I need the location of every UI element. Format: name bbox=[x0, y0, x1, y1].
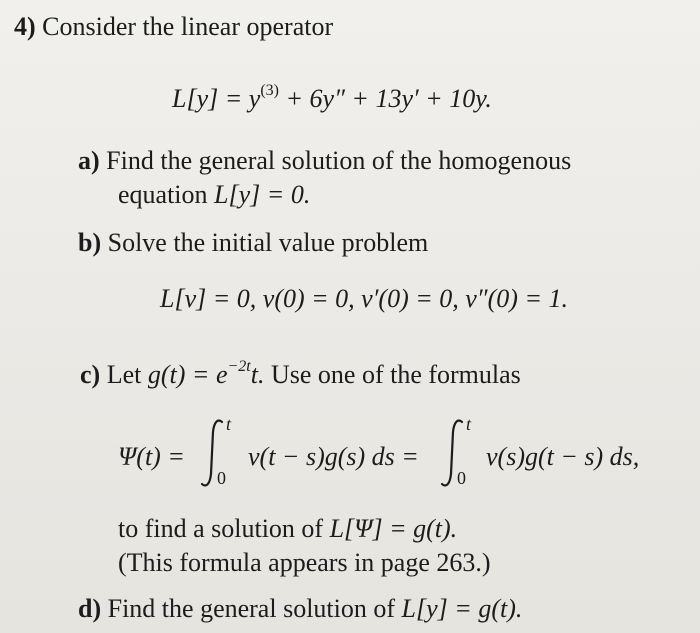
g-def-rhs: t. bbox=[250, 360, 265, 389]
integrand-1: v(t − s)g(s) ds = bbox=[248, 442, 419, 471]
part-a-line1 bbox=[78, 146, 571, 176]
part-a-text2: equation bbox=[118, 180, 215, 209]
integrand-2: v(s)g(t − s) ds, bbox=[486, 442, 640, 471]
integral-1-lower: 0 bbox=[217, 468, 226, 488]
part-d-label: d) bbox=[78, 594, 102, 623]
g-def-exponent: −2t bbox=[227, 358, 251, 376]
part-c-let: Let bbox=[106, 360, 148, 389]
part-c-use: Use one of the formulas bbox=[264, 360, 521, 389]
problem-intro: Consider the linear operator bbox=[42, 12, 334, 41]
operator-equation bbox=[172, 84, 492, 114]
operator-rhs: + 6y″ + 13y′ + 10y. bbox=[278, 84, 492, 113]
part-c-label: c) bbox=[80, 360, 101, 389]
part-b-label: b) bbox=[78, 228, 102, 257]
operator-lhs: L[y] = y bbox=[172, 84, 261, 113]
psi-lhs: Ψ(t) = bbox=[118, 442, 185, 471]
integral-2-upper: t bbox=[466, 414, 472, 434]
part-a-math: L[y] = 0. bbox=[214, 180, 311, 209]
order-superscript: (3) bbox=[260, 82, 279, 100]
part-a-line2 bbox=[118, 180, 310, 210]
part-b-ivp: L[v] = 0, v(0) = 0, v′(0) = 0, v″(0) = 1. bbox=[160, 284, 569, 313]
part-c-line3-text: to find a solution of bbox=[118, 514, 330, 543]
part-d-text: Find the general solution of bbox=[107, 594, 402, 623]
part-d-line bbox=[78, 594, 522, 624]
problem-header bbox=[14, 12, 333, 42]
integral-1-upper: t bbox=[226, 414, 232, 434]
part-c-line3-math: L[Ψ] = g(t). bbox=[329, 514, 458, 543]
part-b-line bbox=[78, 228, 428, 258]
part-c-line bbox=[80, 360, 521, 390]
part-b-text: Solve the initial value problem bbox=[107, 228, 429, 257]
problem-number: 4) bbox=[14, 12, 36, 41]
part-a-text1: Find the general solution of the homogenous bbox=[106, 146, 572, 175]
part-a-label: a) bbox=[78, 146, 100, 175]
part-c-line3 bbox=[118, 514, 457, 544]
g-def-lhs: g(t) = e bbox=[147, 360, 228, 389]
page-note: (This formula appears in page 263.) bbox=[118, 548, 491, 577]
integral-2-lower: 0 bbox=[457, 468, 466, 488]
part-d-math: L[y] = g(t). bbox=[401, 594, 523, 623]
